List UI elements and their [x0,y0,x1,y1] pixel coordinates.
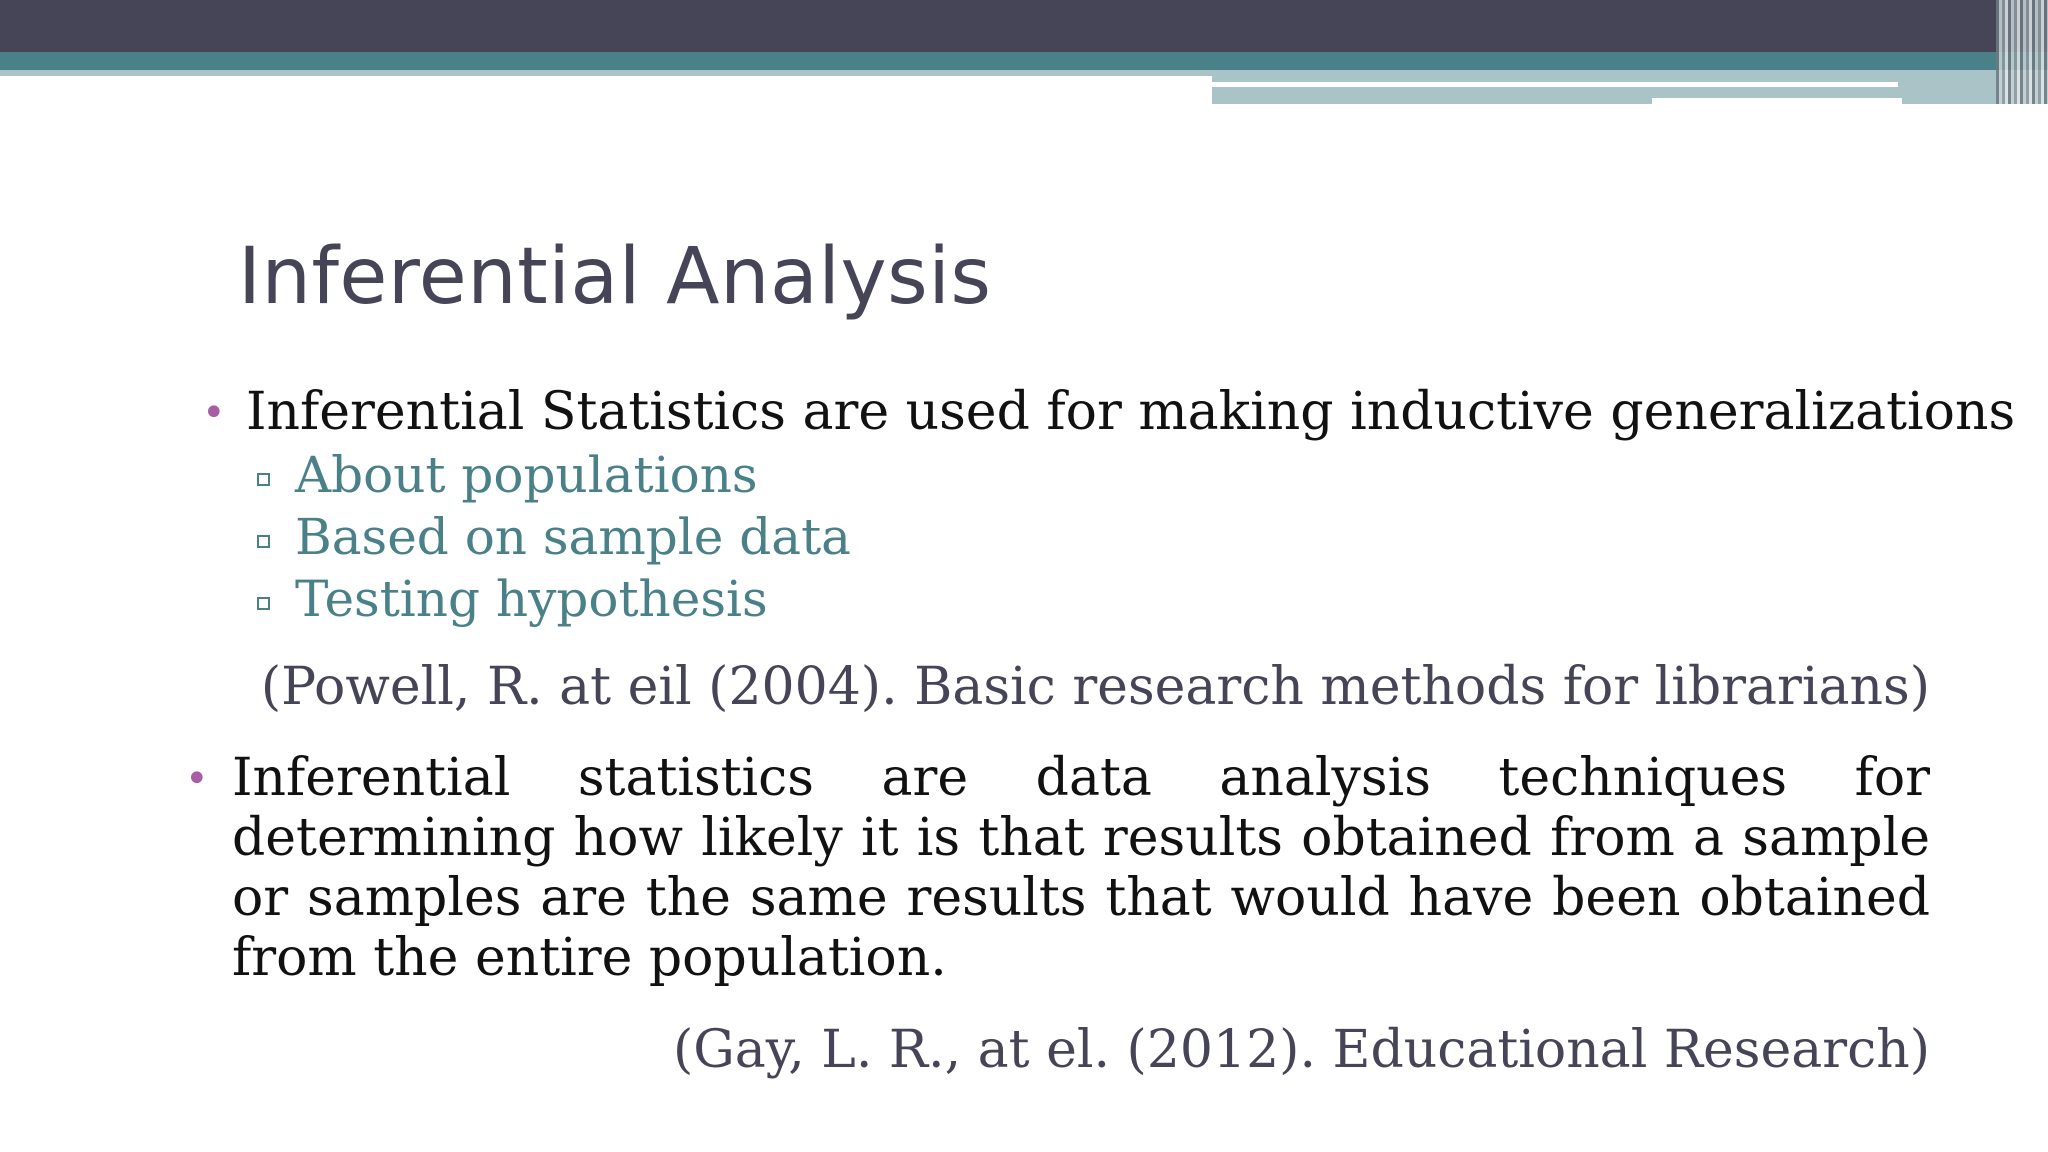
header-light-band-right [1212,70,2048,104]
bullet-marker: • [185,756,209,802]
header-stripes [1996,0,2048,104]
sub-bullet-marker [257,535,270,548]
citation-powell: (Powell, R. at eil (2004). Basic research methods for librarians) [260,657,1930,717]
sub-bullet-marker [257,597,270,610]
header-dark-band [0,0,2048,52]
header-white-line-short [1652,98,1902,104]
sub-item-about-populations: About populations [295,446,758,504]
bullet-marker: • [202,390,226,436]
sub-bullet-marker [257,473,270,486]
header-teal-band [0,52,2048,70]
sub-item-testing-hypothesis: Testing hypothesis [295,570,768,628]
header-light-band-left [0,70,1212,76]
slide-title: Inferential Analysis [238,232,992,322]
citation-gay: (Gay, L. R., at el. (2012). Educational Research) [672,1020,1930,1080]
sub-item-based-on-sample-data: Based on sample data [295,508,851,566]
header-white-line [1212,82,1898,87]
bullet-1-text: Inferential Statistics are used for making inductive generalizations [246,382,2016,442]
bullet-2-text: Inferential statistics are data analysis techniques for determining how likely it is that results obtained from a sample or samples are the same results that would have been obtained from the entire population. [232,748,1930,988]
